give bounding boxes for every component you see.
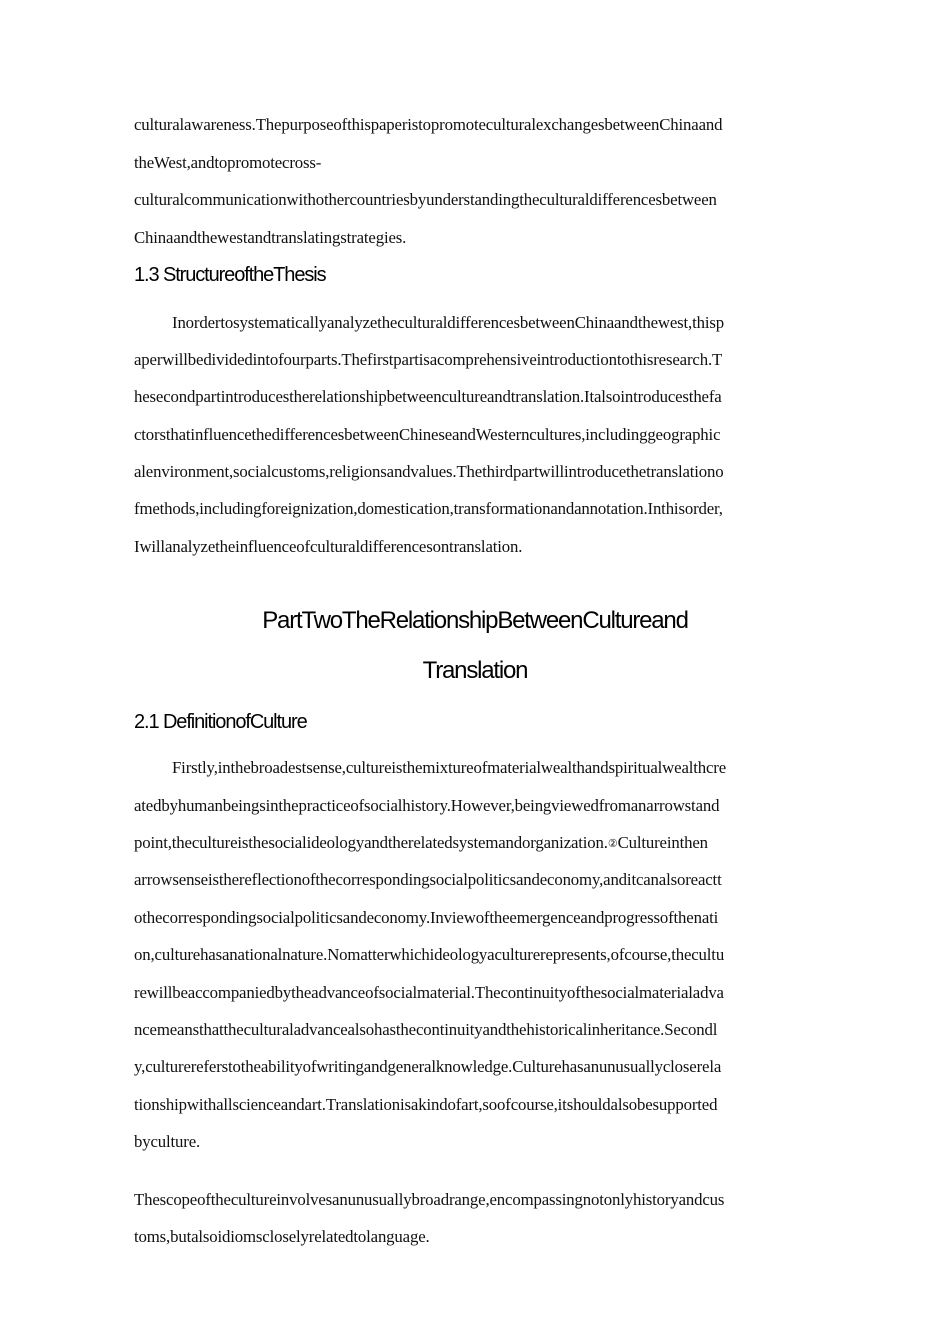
text-line: Iwillanalyzetheinfluenceofculturaldifferencesontranslation. [134,537,523,556]
text-segment: point,thecultureisthesocialideologyandtherelatedsystemandorganization. [134,833,608,852]
footnote-marker: ② [607,838,618,850]
text-line: byculture. [134,1132,201,1151]
part-title: Translation [422,657,528,684]
text-line: culturalawareness.ThepurposeofthispaperistopromoteculturalexchangesbetweenChinaand [134,115,723,134]
text-line: InordertosystematicallyanalyzetheculturaldifferencesbetweenChinaandthewest,thisp [172,313,724,332]
section-heading: 1.3 StructureoftheThesis [134,264,326,286]
text-line: Firstly,inthebroadestsense,cultureisthemixtureofmaterialwealthandspiritualwealthcre [172,758,727,777]
text-line: aperwillbedividedintofourparts.Thefirstpartisacomprehensiveintroductiontothisresearch.T [134,350,723,369]
text-line: culturalcommunicationwithothercountriesbyunderstandingtheculturaldifferencesbetween [134,190,717,209]
text-line: ctorsthatinfluencethedifferencesbetweenChineseandWesterncultures,includinggeographic [134,425,721,444]
text-line: tionshipwithallscienceandart.Translationisakindofart,soofcourse,itshouldalsobesupported [134,1095,718,1114]
text-line: rewillbeaccompaniedbytheadvanceofsocialmaterial.Thecontinuityofthesocialmaterialadva [134,983,724,1002]
part-title: PartTwoTheRelationshipBetweenCultureand [262,607,688,634]
text-line [134,833,708,853]
text-line: fmethods,includingforeignization,domestication,transformationandannotation.Inthisorder, [134,499,723,518]
text-line: arrowsenseisthereflectionofthecorrespondingsocialpoliticsandeconomy,anditcanalsoreactt [134,870,722,889]
text-line: Chinaandthewestandtranslatingstrategies. [134,228,407,247]
text-line: toms,butalsoidiomscloselyrelatedtolanguage. [134,1227,430,1246]
text-line: Thescopeofthecultureinvolvesanunusuallybroadrange,encompassingnotonlyhistoryandcus [134,1190,725,1209]
text-line: ncemeansthattheculturaladvancealsohasthecontinuityandthehistoricalinheritance.Secondl [134,1020,718,1039]
text-line: alenvironment,socialcustoms,religionsandvalues.Thethirdpartwillintroducethetranslationo [134,462,724,481]
section-heading: 2.1 DefinitionofCulture [134,711,307,733]
text-line: hesecondpartintroducestherelationshipbetweencultureandtranslation.Italsointroducesthefa [134,387,722,406]
text-line: atedbyhumanbeingsinthepracticeofsocialhistory.However,beingviewedfromanarrowstand [134,796,720,815]
text-segment: Cultureinthen [617,833,708,852]
text-line: theWest,andtopromotecross- [134,153,322,172]
text-line: on,culturehasanationalnature.Nomatterwhichideologyaculturerepresents,ofcourse,thecultu [134,945,725,964]
text-line: othecorrespondingsocialpoliticsandeconomy.Inviewoftheemergenceandprogressofthenati [134,908,719,927]
text-line: y,culturereferstotheabilityofwritingandgeneralknowledge.Culturehasanunusuallycloserela [134,1057,722,1076]
